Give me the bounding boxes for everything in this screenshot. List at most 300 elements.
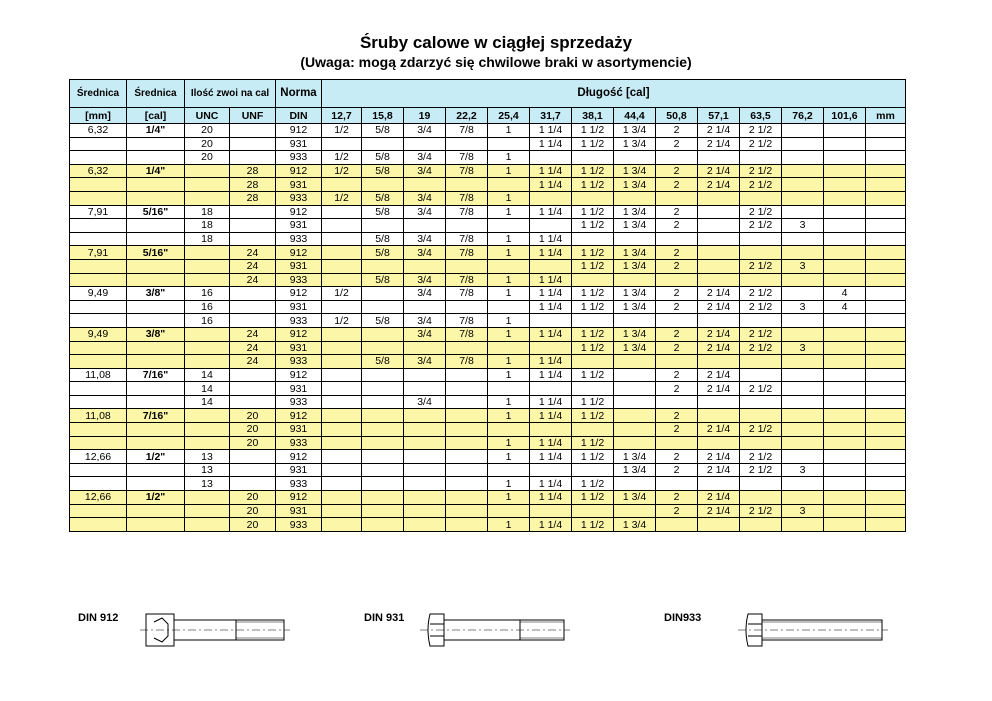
cell-length — [572, 355, 614, 369]
cell-length — [698, 232, 740, 246]
cell-length — [322, 273, 362, 287]
cell-length — [530, 314, 572, 328]
cell-length: 2 1/4 — [698, 178, 740, 192]
cell-length — [446, 137, 488, 151]
header-srednica-mm: Średnica — [70, 80, 127, 108]
cell-length: 2 1/4 — [698, 341, 740, 355]
table-row — [70, 164, 906, 178]
cell-length: 1 1/4 — [530, 205, 572, 219]
cell-length: 2 1/4 — [698, 287, 740, 301]
table-row — [70, 341, 906, 355]
cell-length: 2 1/2 — [740, 178, 782, 192]
cell-length — [322, 137, 362, 151]
cell-unf — [230, 137, 276, 151]
cell-length — [322, 450, 362, 464]
cell-din: 933 — [276, 191, 322, 205]
cell-length: 3/4 — [404, 273, 446, 287]
cell-cal: 3/8" — [127, 287, 185, 301]
cell-length — [866, 504, 906, 518]
cell-length — [866, 436, 906, 450]
cell-length — [404, 178, 446, 192]
cell-length — [656, 314, 698, 328]
cell-cal — [127, 273, 185, 287]
cell-length — [362, 395, 404, 409]
cell-length — [698, 477, 740, 491]
cell-unc — [185, 409, 230, 423]
cell-length — [362, 477, 404, 491]
cell-length: 3/4 — [404, 246, 446, 260]
cell-length: 1/2 — [322, 151, 362, 165]
cell-length — [404, 491, 446, 505]
cell-cal: 1/4" — [127, 164, 185, 178]
cell-length — [404, 219, 446, 233]
table-row — [70, 205, 906, 219]
cell-unf — [230, 314, 276, 328]
cell-length — [824, 436, 866, 450]
cell-length — [824, 477, 866, 491]
cell-length: 1 1/4 — [530, 300, 572, 314]
cell-mm — [70, 518, 127, 532]
cell-length — [362, 518, 404, 532]
cell-length — [362, 368, 404, 382]
cell-length — [782, 191, 824, 205]
cell-unf: 28 — [230, 164, 276, 178]
cell-unf: 28 — [230, 191, 276, 205]
cell-length — [740, 368, 782, 382]
cell-length — [656, 191, 698, 205]
cell-length — [322, 463, 362, 477]
cell-mm — [70, 382, 127, 396]
cell-length — [782, 491, 824, 505]
cell-length — [824, 232, 866, 246]
cell-length — [698, 273, 740, 287]
cell-length: 3/4 — [404, 395, 446, 409]
cell-length — [782, 409, 824, 423]
cell-unf — [230, 300, 276, 314]
cell-length — [488, 423, 530, 437]
cell-length — [362, 491, 404, 505]
cell-length: 1 1/2 — [572, 341, 614, 355]
cell-length: 1 1/2 — [572, 259, 614, 273]
cell-length — [572, 232, 614, 246]
cell-length — [362, 409, 404, 423]
cell-mm: 11,08 — [70, 409, 127, 423]
cell-length — [446, 504, 488, 518]
cell-length — [782, 273, 824, 287]
cell-length — [404, 423, 446, 437]
cell-unf: 28 — [230, 178, 276, 192]
cell-length: 7/8 — [446, 287, 488, 301]
cell-length — [656, 232, 698, 246]
cell-length: 2 — [656, 137, 698, 151]
cell-length — [530, 191, 572, 205]
cell-din: 912 — [276, 124, 322, 138]
cell-length: 2 — [656, 164, 698, 178]
cell-length: 2 1/2 — [740, 287, 782, 301]
cell-length — [530, 259, 572, 273]
cell-length: 5/8 — [362, 124, 404, 138]
cell-length: 5/8 — [362, 232, 404, 246]
cell-length: 3 — [782, 219, 824, 233]
cell-length — [614, 382, 656, 396]
cell-length — [866, 300, 906, 314]
cell-unf — [230, 463, 276, 477]
cell-length — [488, 178, 530, 192]
cell-length — [824, 205, 866, 219]
cell-length: 1 1/4 — [530, 232, 572, 246]
cell-length — [572, 273, 614, 287]
cell-length — [614, 423, 656, 437]
cell-length — [362, 463, 404, 477]
cell-unf: 20 — [230, 504, 276, 518]
cell-length — [824, 382, 866, 396]
cell-length — [404, 436, 446, 450]
table-row — [70, 477, 906, 491]
cell-cal — [127, 382, 185, 396]
cell-mm: 6,32 — [70, 164, 127, 178]
cell-length: 1 3/4 — [614, 205, 656, 219]
cell-length: 2 — [656, 382, 698, 396]
cell-length: 1/2 — [322, 191, 362, 205]
header-dlugosc: Długość [cal] — [322, 80, 906, 108]
table-row — [70, 300, 906, 314]
header-length-7: 44,4 — [614, 108, 656, 124]
cell-length — [404, 450, 446, 464]
cell-unf: 20 — [230, 409, 276, 423]
cell-length — [866, 124, 906, 138]
cell-length: 2 1/4 — [698, 423, 740, 437]
cell-length — [866, 477, 906, 491]
cell-length — [446, 423, 488, 437]
cell-mm: 7,91 — [70, 205, 127, 219]
cell-length — [698, 219, 740, 233]
cell-length: 2 1/2 — [740, 137, 782, 151]
cell-length — [698, 314, 740, 328]
din933-drawing — [738, 606, 888, 654]
cell-mm — [70, 355, 127, 369]
cell-length: 4 — [824, 287, 866, 301]
cell-length: 7/8 — [446, 327, 488, 341]
cell-din: 912 — [276, 327, 322, 341]
cell-length — [866, 382, 906, 396]
cell-length: 1 1/4 — [530, 477, 572, 491]
cell-length: 5/8 — [362, 246, 404, 260]
cell-length: 2 1/2 — [740, 164, 782, 178]
cell-length: 1 — [488, 450, 530, 464]
cell-mm — [70, 504, 127, 518]
cell-length — [446, 491, 488, 505]
cell-length: 7/8 — [446, 151, 488, 165]
cell-cal — [127, 151, 185, 165]
cell-mm — [70, 300, 127, 314]
cell-din: 912 — [276, 491, 322, 505]
cell-length — [824, 151, 866, 165]
cell-length — [362, 287, 404, 301]
cell-length: 1 3/4 — [614, 137, 656, 151]
cell-length — [824, 395, 866, 409]
cell-length: 2 — [656, 463, 698, 477]
cell-length — [446, 463, 488, 477]
cell-length — [740, 436, 782, 450]
din931-drawing — [420, 606, 570, 654]
cell-length — [824, 327, 866, 341]
header-length-12: 101,6 — [824, 108, 866, 124]
cell-length: 2 1/4 — [698, 491, 740, 505]
cell-length: 1 1/4 — [530, 395, 572, 409]
cell-length: 3/4 — [404, 191, 446, 205]
cell-length: 5/8 — [362, 273, 404, 287]
cell-length — [866, 341, 906, 355]
cell-length — [824, 355, 866, 369]
cell-unc: 13 — [185, 463, 230, 477]
cell-length — [740, 395, 782, 409]
cell-length: 5/8 — [362, 314, 404, 328]
cell-length: 1 1/2 — [572, 395, 614, 409]
cell-length: 3/4 — [404, 151, 446, 165]
cell-mm — [70, 314, 127, 328]
cell-length — [656, 355, 698, 369]
table-row — [70, 287, 906, 301]
cell-length: 2 1/2 — [740, 504, 782, 518]
cell-length — [656, 518, 698, 532]
cell-length — [362, 178, 404, 192]
cell-length — [322, 436, 362, 450]
cell-mm — [70, 477, 127, 491]
cell-length — [404, 477, 446, 491]
cell-length — [530, 341, 572, 355]
cell-length — [362, 504, 404, 518]
cell-length: 1 1/2 — [572, 300, 614, 314]
cell-length — [488, 219, 530, 233]
cell-length — [866, 287, 906, 301]
cell-unf: 20 — [230, 518, 276, 532]
header-length-0: 12,7 — [322, 108, 362, 124]
cell-length — [866, 395, 906, 409]
table-row — [70, 382, 906, 396]
cell-length — [866, 137, 906, 151]
cell-length: 1 3/4 — [614, 463, 656, 477]
cell-din: 912 — [276, 205, 322, 219]
cell-din: 933 — [276, 395, 322, 409]
cell-length — [322, 518, 362, 532]
cell-length: 3 — [782, 504, 824, 518]
cell-length — [572, 382, 614, 396]
cell-length: 2 1/2 — [740, 463, 782, 477]
cell-unc — [185, 164, 230, 178]
cell-length: 1 3/4 — [614, 259, 656, 273]
cell-length: 7/8 — [446, 191, 488, 205]
cell-unf: 24 — [230, 246, 276, 260]
cell-length: 1 3/4 — [614, 300, 656, 314]
cell-length — [824, 124, 866, 138]
cell-din: 912 — [276, 287, 322, 301]
cell-length — [614, 409, 656, 423]
cell-length: 1 3/4 — [614, 287, 656, 301]
cell-length: 1 1/4 — [530, 491, 572, 505]
cell-length — [446, 368, 488, 382]
cell-length — [322, 259, 362, 273]
table-row — [70, 191, 906, 205]
header-length-5: 31,7 — [530, 108, 572, 124]
cell-unc — [185, 246, 230, 260]
cell-length — [488, 137, 530, 151]
cell-length — [488, 463, 530, 477]
cell-length — [446, 259, 488, 273]
cell-cal — [127, 436, 185, 450]
table-row — [70, 491, 906, 505]
cell-length — [824, 491, 866, 505]
cell-length — [446, 450, 488, 464]
cell-length — [446, 178, 488, 192]
cell-length: 1 — [488, 327, 530, 341]
cell-unc: 14 — [185, 395, 230, 409]
cell-unf: 24 — [230, 327, 276, 341]
table-row — [70, 327, 906, 341]
cell-length: 1 1/2 — [572, 178, 614, 192]
cell-length — [782, 178, 824, 192]
cell-length: 1 1/4 — [530, 178, 572, 192]
cell-length: 1 — [488, 518, 530, 532]
cell-length — [824, 504, 866, 518]
cell-unc — [185, 273, 230, 287]
cell-length — [362, 259, 404, 273]
cell-length: 1 1/2 — [572, 409, 614, 423]
cell-length: 1 1/4 — [530, 327, 572, 341]
cell-length — [614, 191, 656, 205]
cell-length — [322, 178, 362, 192]
cell-length — [866, 409, 906, 423]
cell-length — [614, 368, 656, 382]
cell-length: 2 1/4 — [698, 300, 740, 314]
cell-length: 2 — [656, 450, 698, 464]
cell-cal — [127, 395, 185, 409]
cell-length: 1 1/4 — [530, 273, 572, 287]
cell-length — [322, 205, 362, 219]
cell-unf — [230, 151, 276, 165]
cell-length: 1 — [488, 409, 530, 423]
cell-length: 2 1/4 — [698, 137, 740, 151]
cell-length — [698, 151, 740, 165]
cell-length: 1 1/2 — [572, 287, 614, 301]
cell-length: 2 — [656, 504, 698, 518]
cell-length: 3/4 — [404, 232, 446, 246]
cell-din: 933 — [276, 273, 322, 287]
cell-length — [322, 382, 362, 396]
cell-length: 1 1/4 — [530, 164, 572, 178]
cell-length: 2 — [656, 368, 698, 382]
cell-unf: 20 — [230, 436, 276, 450]
cell-length — [740, 518, 782, 532]
cell-cal — [127, 341, 185, 355]
cell-length — [824, 463, 866, 477]
cell-mm: 11,08 — [70, 368, 127, 382]
cell-length: 5/8 — [362, 164, 404, 178]
cell-length: 1 3/4 — [614, 164, 656, 178]
table-row — [70, 273, 906, 287]
cell-length: 1 1/2 — [572, 477, 614, 491]
cell-length — [404, 463, 446, 477]
cell-din: 933 — [276, 518, 322, 532]
cell-unc — [185, 259, 230, 273]
cell-length: 2 — [656, 327, 698, 341]
cell-unf — [230, 232, 276, 246]
cell-length: 2 — [656, 287, 698, 301]
cell-length: 2 1/2 — [740, 382, 782, 396]
cell-length: 1 — [488, 436, 530, 450]
cell-length — [824, 191, 866, 205]
cell-length — [866, 327, 906, 341]
cell-length: 1 — [488, 164, 530, 178]
header-srednica-cal: Średnica — [127, 80, 185, 108]
cell-unc — [185, 518, 230, 532]
page-title: Śruby calowe w ciągłej sprzedaży — [359, 33, 633, 52]
cell-mm: 9,49 — [70, 287, 127, 301]
cell-length: 1 1/2 — [572, 219, 614, 233]
cell-din: 912 — [276, 368, 322, 382]
cell-length — [322, 327, 362, 341]
cell-length — [446, 518, 488, 532]
cell-length: 1 — [488, 491, 530, 505]
cell-unc: 16 — [185, 314, 230, 328]
cell-length: 2 — [656, 409, 698, 423]
cell-length — [782, 246, 824, 260]
header-length-8: 50,8 — [656, 108, 698, 124]
cell-length: 3/4 — [404, 355, 446, 369]
cell-length — [614, 395, 656, 409]
cell-length — [322, 300, 362, 314]
cell-length — [782, 327, 824, 341]
table-row — [70, 504, 906, 518]
cell-length — [488, 259, 530, 273]
cell-length — [866, 232, 906, 246]
cell-length: 1 1/2 — [572, 124, 614, 138]
table-row — [70, 151, 906, 165]
cell-length — [446, 436, 488, 450]
cell-cal: 1/2" — [127, 491, 185, 505]
cell-length — [740, 273, 782, 287]
cell-length — [362, 382, 404, 396]
cell-unc — [185, 423, 230, 437]
cell-length: 3/4 — [404, 327, 446, 341]
cell-length — [404, 341, 446, 355]
cell-length — [698, 518, 740, 532]
cell-length: 2 — [656, 423, 698, 437]
cell-length: 2 1/2 — [740, 205, 782, 219]
cell-length: 5/8 — [362, 205, 404, 219]
cell-length — [782, 151, 824, 165]
header-mm: [mm] — [70, 108, 127, 124]
header-length-11: 76,2 — [782, 108, 824, 124]
cell-din: 933 — [276, 151, 322, 165]
cell-length — [614, 273, 656, 287]
cell-length: 1 1/2 — [572, 368, 614, 382]
cell-length — [782, 436, 824, 450]
cell-length: 3/4 — [404, 164, 446, 178]
cell-length: 1 1/4 — [530, 450, 572, 464]
cell-length — [824, 246, 866, 260]
cell-length — [866, 273, 906, 287]
cell-cal — [127, 423, 185, 437]
cell-length: 2 — [656, 491, 698, 505]
cell-length — [740, 151, 782, 165]
cell-length: 1 3/4 — [614, 246, 656, 260]
cell-length: 2 1/4 — [698, 124, 740, 138]
cell-length — [322, 477, 362, 491]
cell-length: 1 — [488, 368, 530, 382]
cell-mm — [70, 463, 127, 477]
cell-length: 1 1/4 — [530, 124, 572, 138]
cell-length: 1 3/4 — [614, 341, 656, 355]
